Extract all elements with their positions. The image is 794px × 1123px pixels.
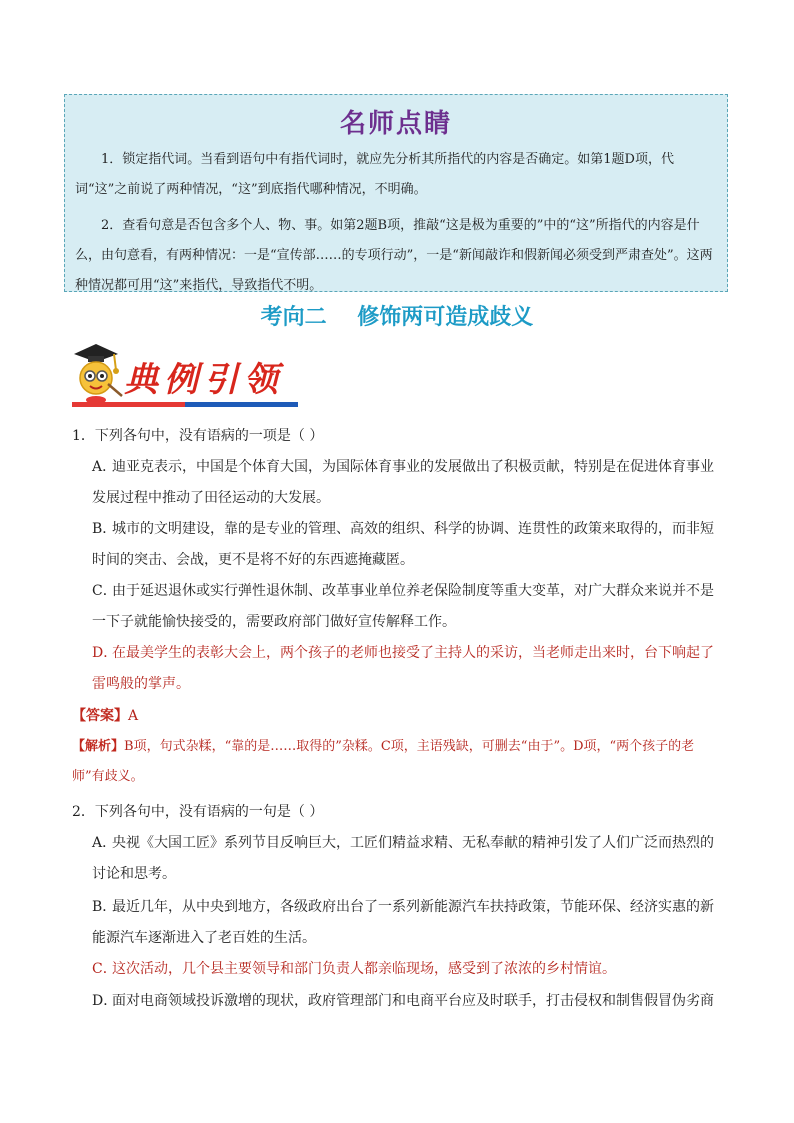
option-label: D． bbox=[92, 993, 118, 1009]
option-label: C． bbox=[92, 961, 117, 977]
option-text: 面对电商领域投诉激增的现状，政府管理部门和电商平台应及时联手，打击侵权和制售假冒伪劣商 bbox=[112, 993, 714, 1009]
q2-option-b bbox=[92, 892, 726, 954]
q2-option-c bbox=[92, 954, 726, 985]
section-heading: 考向二 修饰两可造成歧义 bbox=[260, 305, 534, 330]
option-label: B． bbox=[92, 899, 117, 915]
option-label: D． bbox=[92, 645, 118, 661]
tip-title: 名师点睛 bbox=[339, 109, 452, 139]
q1-analysis bbox=[72, 732, 724, 792]
option-text: 央视《大国工匠》系列节目反响巨大，工匠们精益求精、无私奉献的精神引发了人们广泛而热烈的讨论和思考。 bbox=[92, 835, 714, 882]
q2-option-a bbox=[92, 828, 726, 890]
tip-box bbox=[64, 94, 728, 292]
option-text: 最近几年，从中央到地方，各级政府出台了一系列新能源汽车扶持政策，节能环保、经济实惠的新能源汽车逐渐进入了老百姓的生活。 bbox=[92, 899, 714, 946]
scholar-mascot-icon bbox=[66, 340, 126, 406]
q1-option-d bbox=[92, 638, 726, 700]
banner-underline bbox=[72, 402, 298, 407]
question-1-stem: 1．下列各句中，没有语病的一项是（ ） bbox=[72, 428, 324, 444]
q1-option-c bbox=[92, 576, 726, 638]
analysis-label: 【解析】 bbox=[72, 739, 125, 754]
tip-paragraph-2: 2．查看句意是否包含多个人、物、事。如第2题B项，推敲“这是极为重要的”中的“这”所指代的内容是什么，由句意看，有两种情况：一是“宣传部……的专项行动”，一是“新闻敲诈和假新闻必须受到严肃查处”。这两种情况都可用“这”来指代，导致指代不明。 bbox=[75, 218, 713, 293]
option-label: A． bbox=[92, 459, 117, 475]
option-label: B． bbox=[92, 521, 117, 537]
option-text: 这次活动，几个县主要领导和部门负责人都亲临现场，感受到了浓浓的乡村情谊。 bbox=[112, 961, 616, 977]
q2-option-d bbox=[92, 986, 726, 1017]
example-banner bbox=[66, 340, 298, 410]
tip-paragraph-1: 1．锁定指代词。当看到语句中有指代词时，就应先分析其所指代的内容是否确定。如第1题D项，代词“这”之前说了两种情况，“这”到底指代哪种情况，不明确。 bbox=[75, 152, 674, 197]
option-text: 在最美学生的表彰大会上，两个孩子的老师也接受了主持人的采访，当老师走出来时，台下响起了雷鸣般的掌声。 bbox=[92, 645, 714, 692]
q1-answer bbox=[72, 702, 724, 730]
q1-option-b bbox=[92, 514, 726, 576]
option-text: 由于延迟退休或实行弹性退休制、改革事业单位养老保险制度等重大变革，对广大群众来说并不是一下子就能愉快接受的，需要政府部门做好宣传解释工作。 bbox=[92, 583, 714, 630]
option-label: C． bbox=[92, 583, 117, 599]
banner-title: 典例引领 bbox=[124, 360, 284, 400]
answer-value: A bbox=[128, 708, 139, 724]
q1-option-a bbox=[92, 452, 726, 514]
option-label: A． bbox=[92, 835, 117, 851]
question-2-stem: 2．下列各句中，没有语病的一句是（ ） bbox=[72, 804, 324, 820]
analysis-text: B项，句式杂糅，“靠的是……取得的”杂糅。C项，主语残缺，可删去“由于”。D项，“两个孩子的老师”有歧义。 bbox=[72, 739, 695, 784]
answer-label: 【答案】 bbox=[72, 708, 128, 724]
option-text: 迪亚克表示，中国是个体育大国，为国际体育事业的发展做出了积极贡献，特别是在促进体育事业发展过程中推动了田径运动的大发展。 bbox=[92, 459, 714, 506]
option-text: 城市的文明建设，靠的是专业的管理、高效的组织、科学的协调、连贯性的政策来取得的，而非短时间的突击、会战，更不是将不好的东西遮掩藏匿。 bbox=[92, 521, 714, 568]
